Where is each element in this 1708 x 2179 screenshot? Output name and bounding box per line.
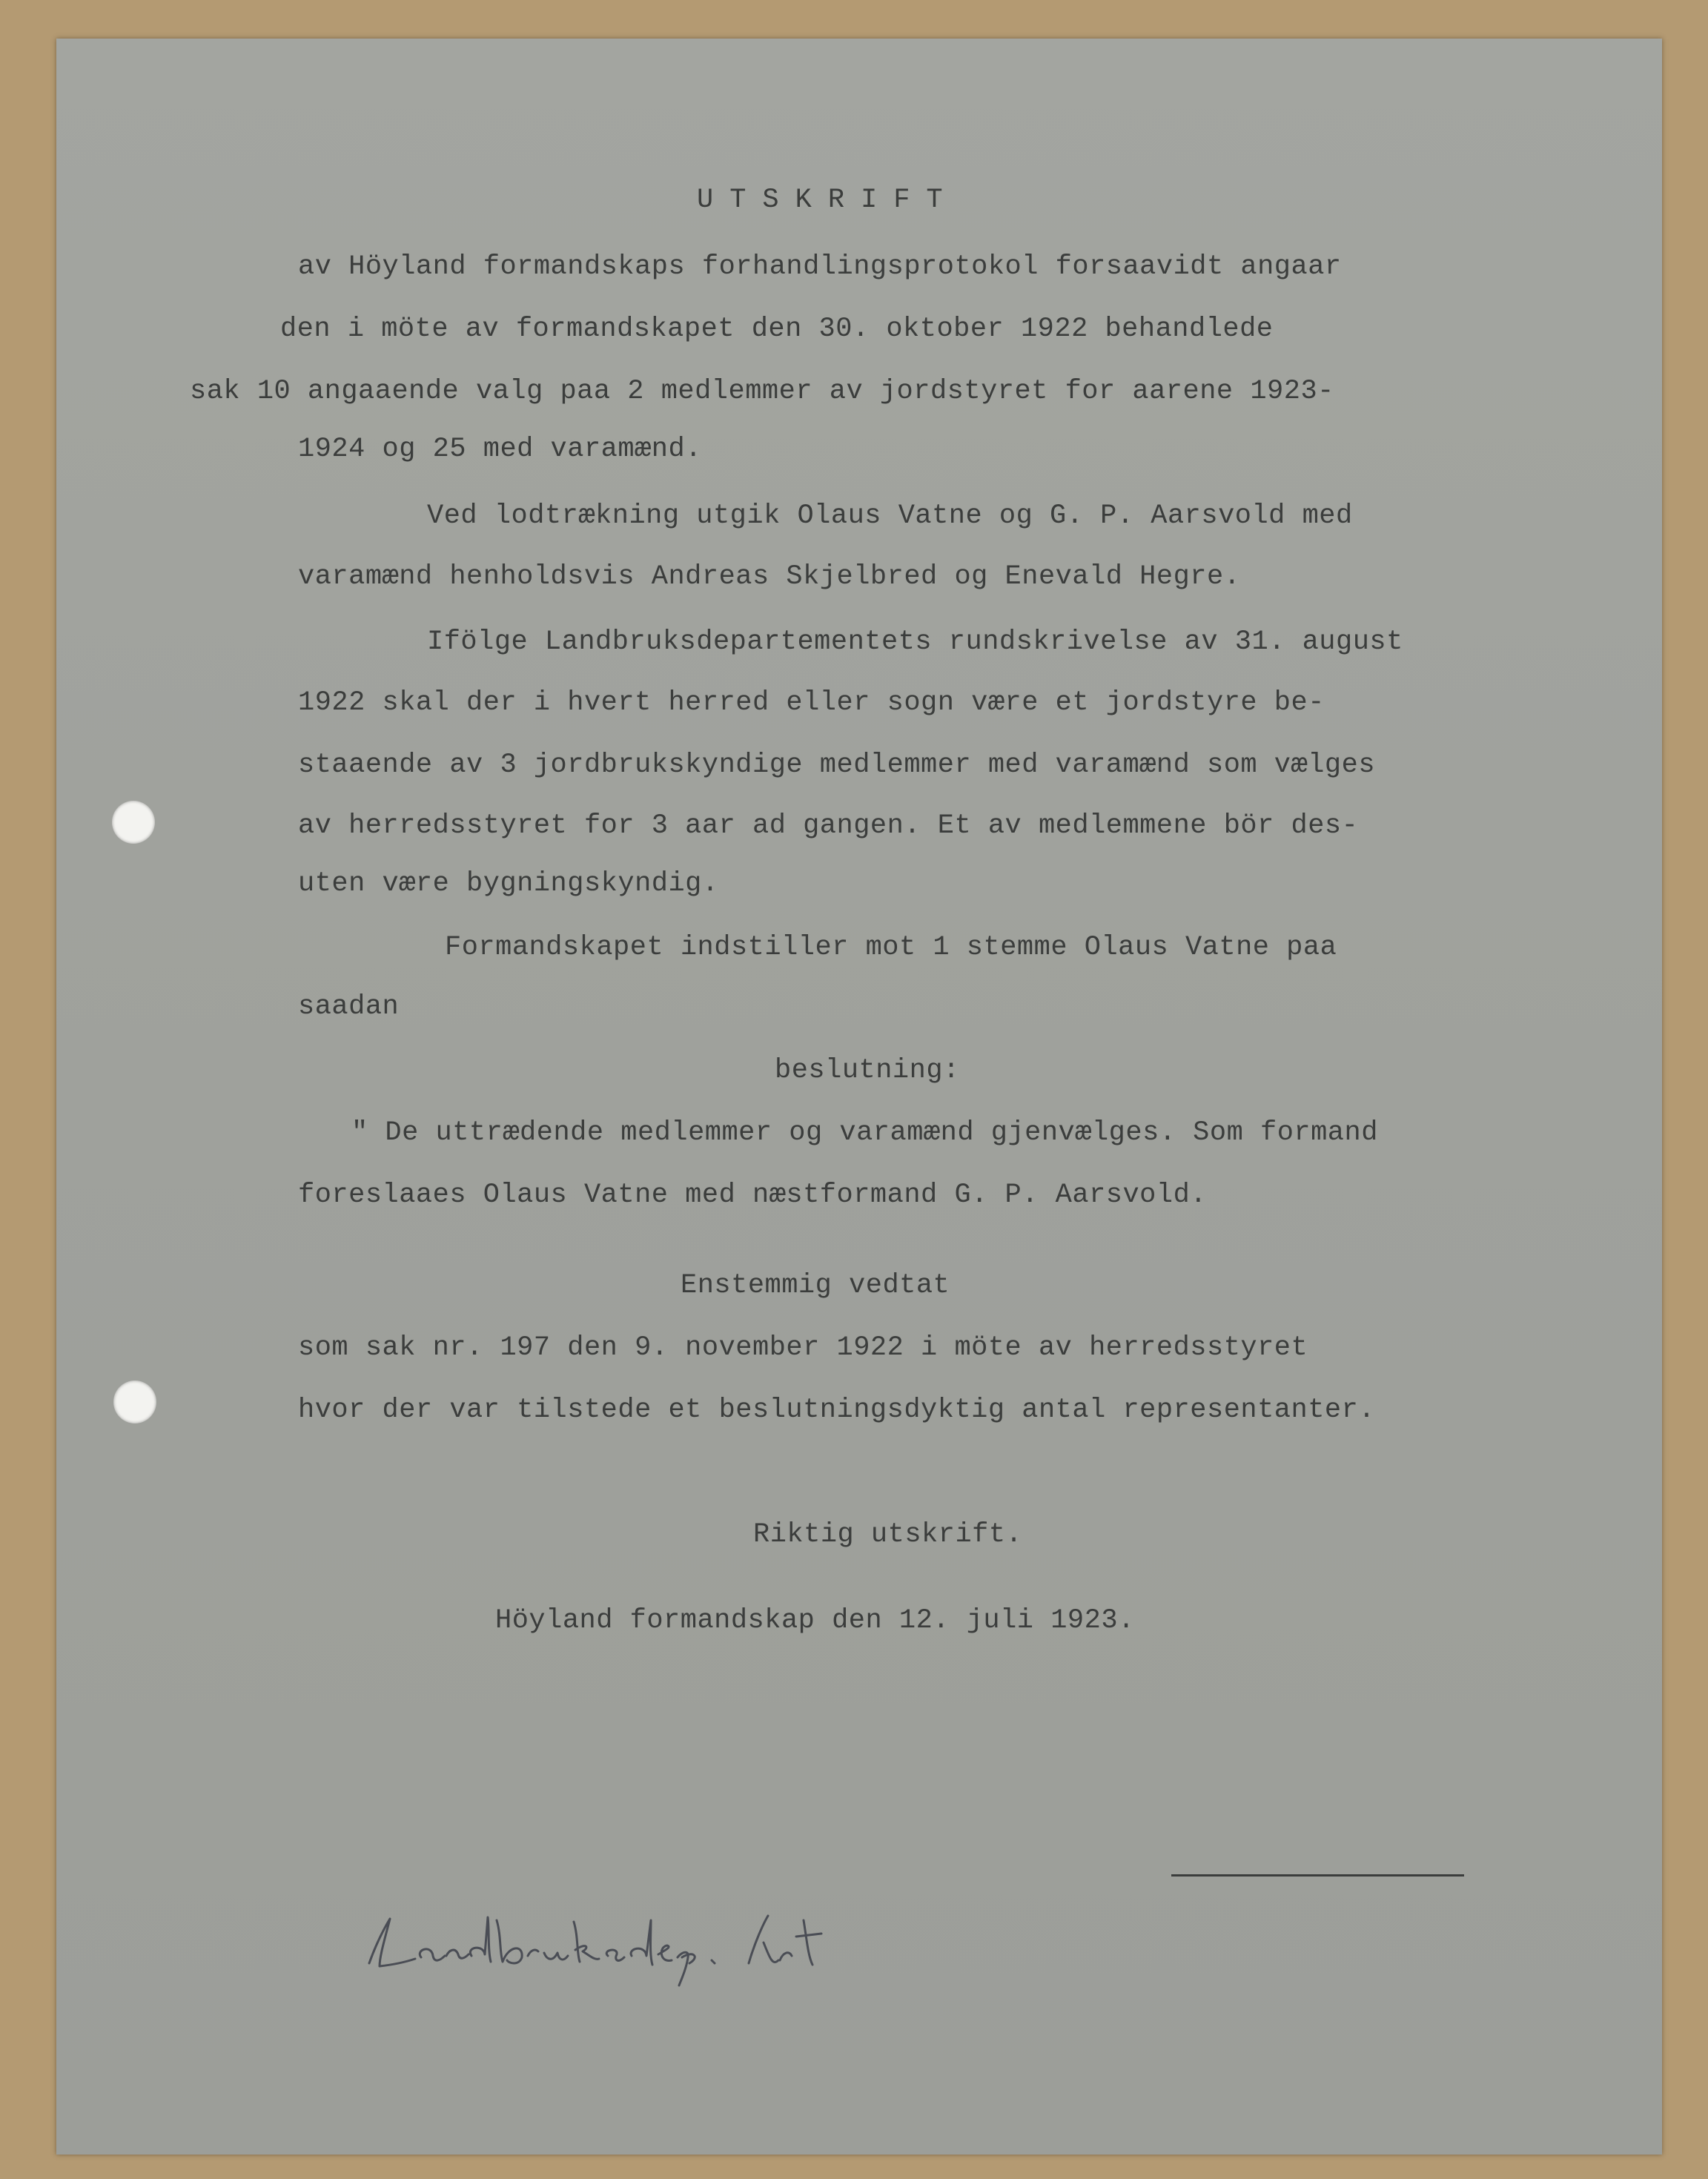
text-line: Ifölge Landbruksdepartementets rundskrivelse av 31. august <box>427 626 1403 658</box>
text-line: av herredsstyret for 3 aar ad gangen. Et av medlemmene bör des- <box>298 810 1359 841</box>
document-title: UTSKRIFT <box>697 185 959 216</box>
text-line: Formandskapet indstiller mot 1 stemme Olaus Vatne paa <box>445 932 1337 963</box>
signature-line <box>1171 1874 1464 1877</box>
text-line: Enstemmig vedtat <box>681 1270 950 1301</box>
text-line: saadan <box>298 991 400 1022</box>
text-line: " De uttrædende medlemmer og varamænd gjenvælges. Som formand <box>351 1117 1378 1148</box>
date-line: Höyland formandskap den 12. juli 1923. <box>495 1605 1135 1636</box>
text-line: som sak nr. 197 den 9. november 1922 i möte av herredsstyret <box>298 1332 1308 1363</box>
document-page <box>56 39 1662 2155</box>
text-line: 1922 skal der i hvert herred eller sogn være et jordstyre be- <box>298 687 1325 718</box>
handwritten-note <box>363 1898 867 1987</box>
text-line: staaende av 3 jordbrukskyndige medlemmer med varamænd som vælges <box>298 750 1376 781</box>
text-line: Ved lodtrækning utgik Olaus Vatne og G. P. Aarsvold med <box>427 500 1353 532</box>
section-heading: beslutning: <box>775 1055 960 1086</box>
punch-hole <box>113 1381 156 1424</box>
closing-line: Riktig utskrift. <box>753 1519 1023 1550</box>
text-line: varamænd henholdsvis Andreas Skjelbred og Enevald Hegre. <box>298 561 1241 592</box>
text-line: den i möte av formandskapet den 30. oktober 1922 behandlede <box>280 314 1274 345</box>
punch-hole <box>112 801 155 844</box>
text-line: uten være bygningskyndig. <box>298 868 719 899</box>
text-line: 1924 og 25 med varamænd. <box>298 434 702 465</box>
text-line: hvor der var tilstede et beslutningsdyktig antal representanter. <box>298 1395 1376 1426</box>
text-line: sak 10 angaaende valg paa 2 medlemmer av jordstyret for aarene 1923- <box>190 376 1334 407</box>
text-line: av Höyland formandskaps forhandlingsprotokol forsaavidt angaar <box>298 251 1342 282</box>
text-line: foreslaaes Olaus Vatne med næstformand G. P. Aarsvold. <box>298 1180 1207 1211</box>
